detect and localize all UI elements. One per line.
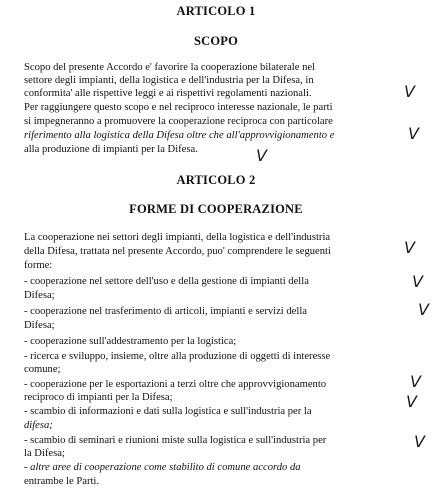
article-1-line: riferimento alla logistica della Difesa oltre che all'approvvigionamento e [24, 130, 335, 141]
article-2-line: entrambe le Parti. [24, 476, 100, 487]
handwritten-check-mark: V [408, 124, 419, 143]
handwritten-check-mark: V [414, 432, 425, 451]
article-2-line: - cooperazione nel trasferimento di articoli, impianti e servizi della [24, 306, 307, 317]
article-1-line: conformita' alle rispettive leggi e ai rispettivi regolamenti nazionali. [24, 88, 312, 99]
article-2-line: - ricerca e sviluppo, insieme, oltre alla produzione di oggetti di interesse [24, 351, 331, 362]
handwritten-check-mark: V [404, 238, 415, 257]
article-1-line: si impegneranno a promuovere la cooperazione reciproca con particolare [24, 116, 333, 127]
article-2-line: della Difesa, trattata nel presente Accordo, puo' comprendere le seguenti [24, 246, 331, 257]
article-2-line: - cooperazione per le esportazioni a terzi oltre che approvvigionamento [24, 379, 327, 390]
handwritten-check-mark: V [412, 272, 423, 291]
article-2-number: ARTICOLO 2 [176, 173, 256, 187]
article-2-line: - scambio di informazioni e dati sulla logistica e sull'industria per la [24, 406, 312, 417]
article-2-line: - cooperazione nel settore dell'uso e della gestione di impianti della [24, 276, 309, 287]
article-2-line: comune; [24, 364, 61, 375]
handwritten-check-mark: V [404, 82, 415, 101]
article-2-line: - cooperazione sull'addestramento per la logistica; [24, 336, 237, 347]
article-1-line: alla produzione di impianti per la Difesa. [24, 144, 198, 155]
handwritten-check-mark: V [256, 146, 267, 165]
article-1-line: Scopo del presente Accordo e' favorire la cooperazione bilaterale nel [24, 62, 316, 73]
article-2-line: La cooperazione nei settori degli impianti, della logistica e dell'industria [24, 232, 331, 243]
article-2-line: - altre aree di cooperazione come stabilito di comune accordo da [24, 462, 301, 473]
article-1-number: ARTICOLO 1 [176, 4, 256, 18]
article-2-line: forme: [24, 260, 53, 271]
article-2-line: reciproco di impianti per la Difesa; [24, 392, 173, 403]
article-2-line: Difesa; [24, 290, 55, 301]
article-2-line: - scambio di seminari e riunioni miste sulla logistica e sull'industria per [24, 435, 327, 446]
article-1-line: settore degli impianti, della logistica e dell'industria per la Difesa, in [24, 75, 314, 86]
article-2-line: la Difesa; [24, 448, 65, 459]
article-2-line: difesa; [24, 420, 53, 431]
article-2-line: Difesa; [24, 320, 55, 331]
article-2-title: FORME DI COOPERAZIONE [129, 202, 303, 216]
handwritten-check-mark: V [406, 392, 417, 411]
article-1-title: SCOPO [193, 34, 239, 48]
article-1-line: Per raggiungere questo scopo e nel reciproco interesse nazionale, le parti [24, 102, 333, 113]
handwritten-check-mark: V [418, 300, 429, 319]
handwritten-check-mark: V [410, 372, 421, 391]
